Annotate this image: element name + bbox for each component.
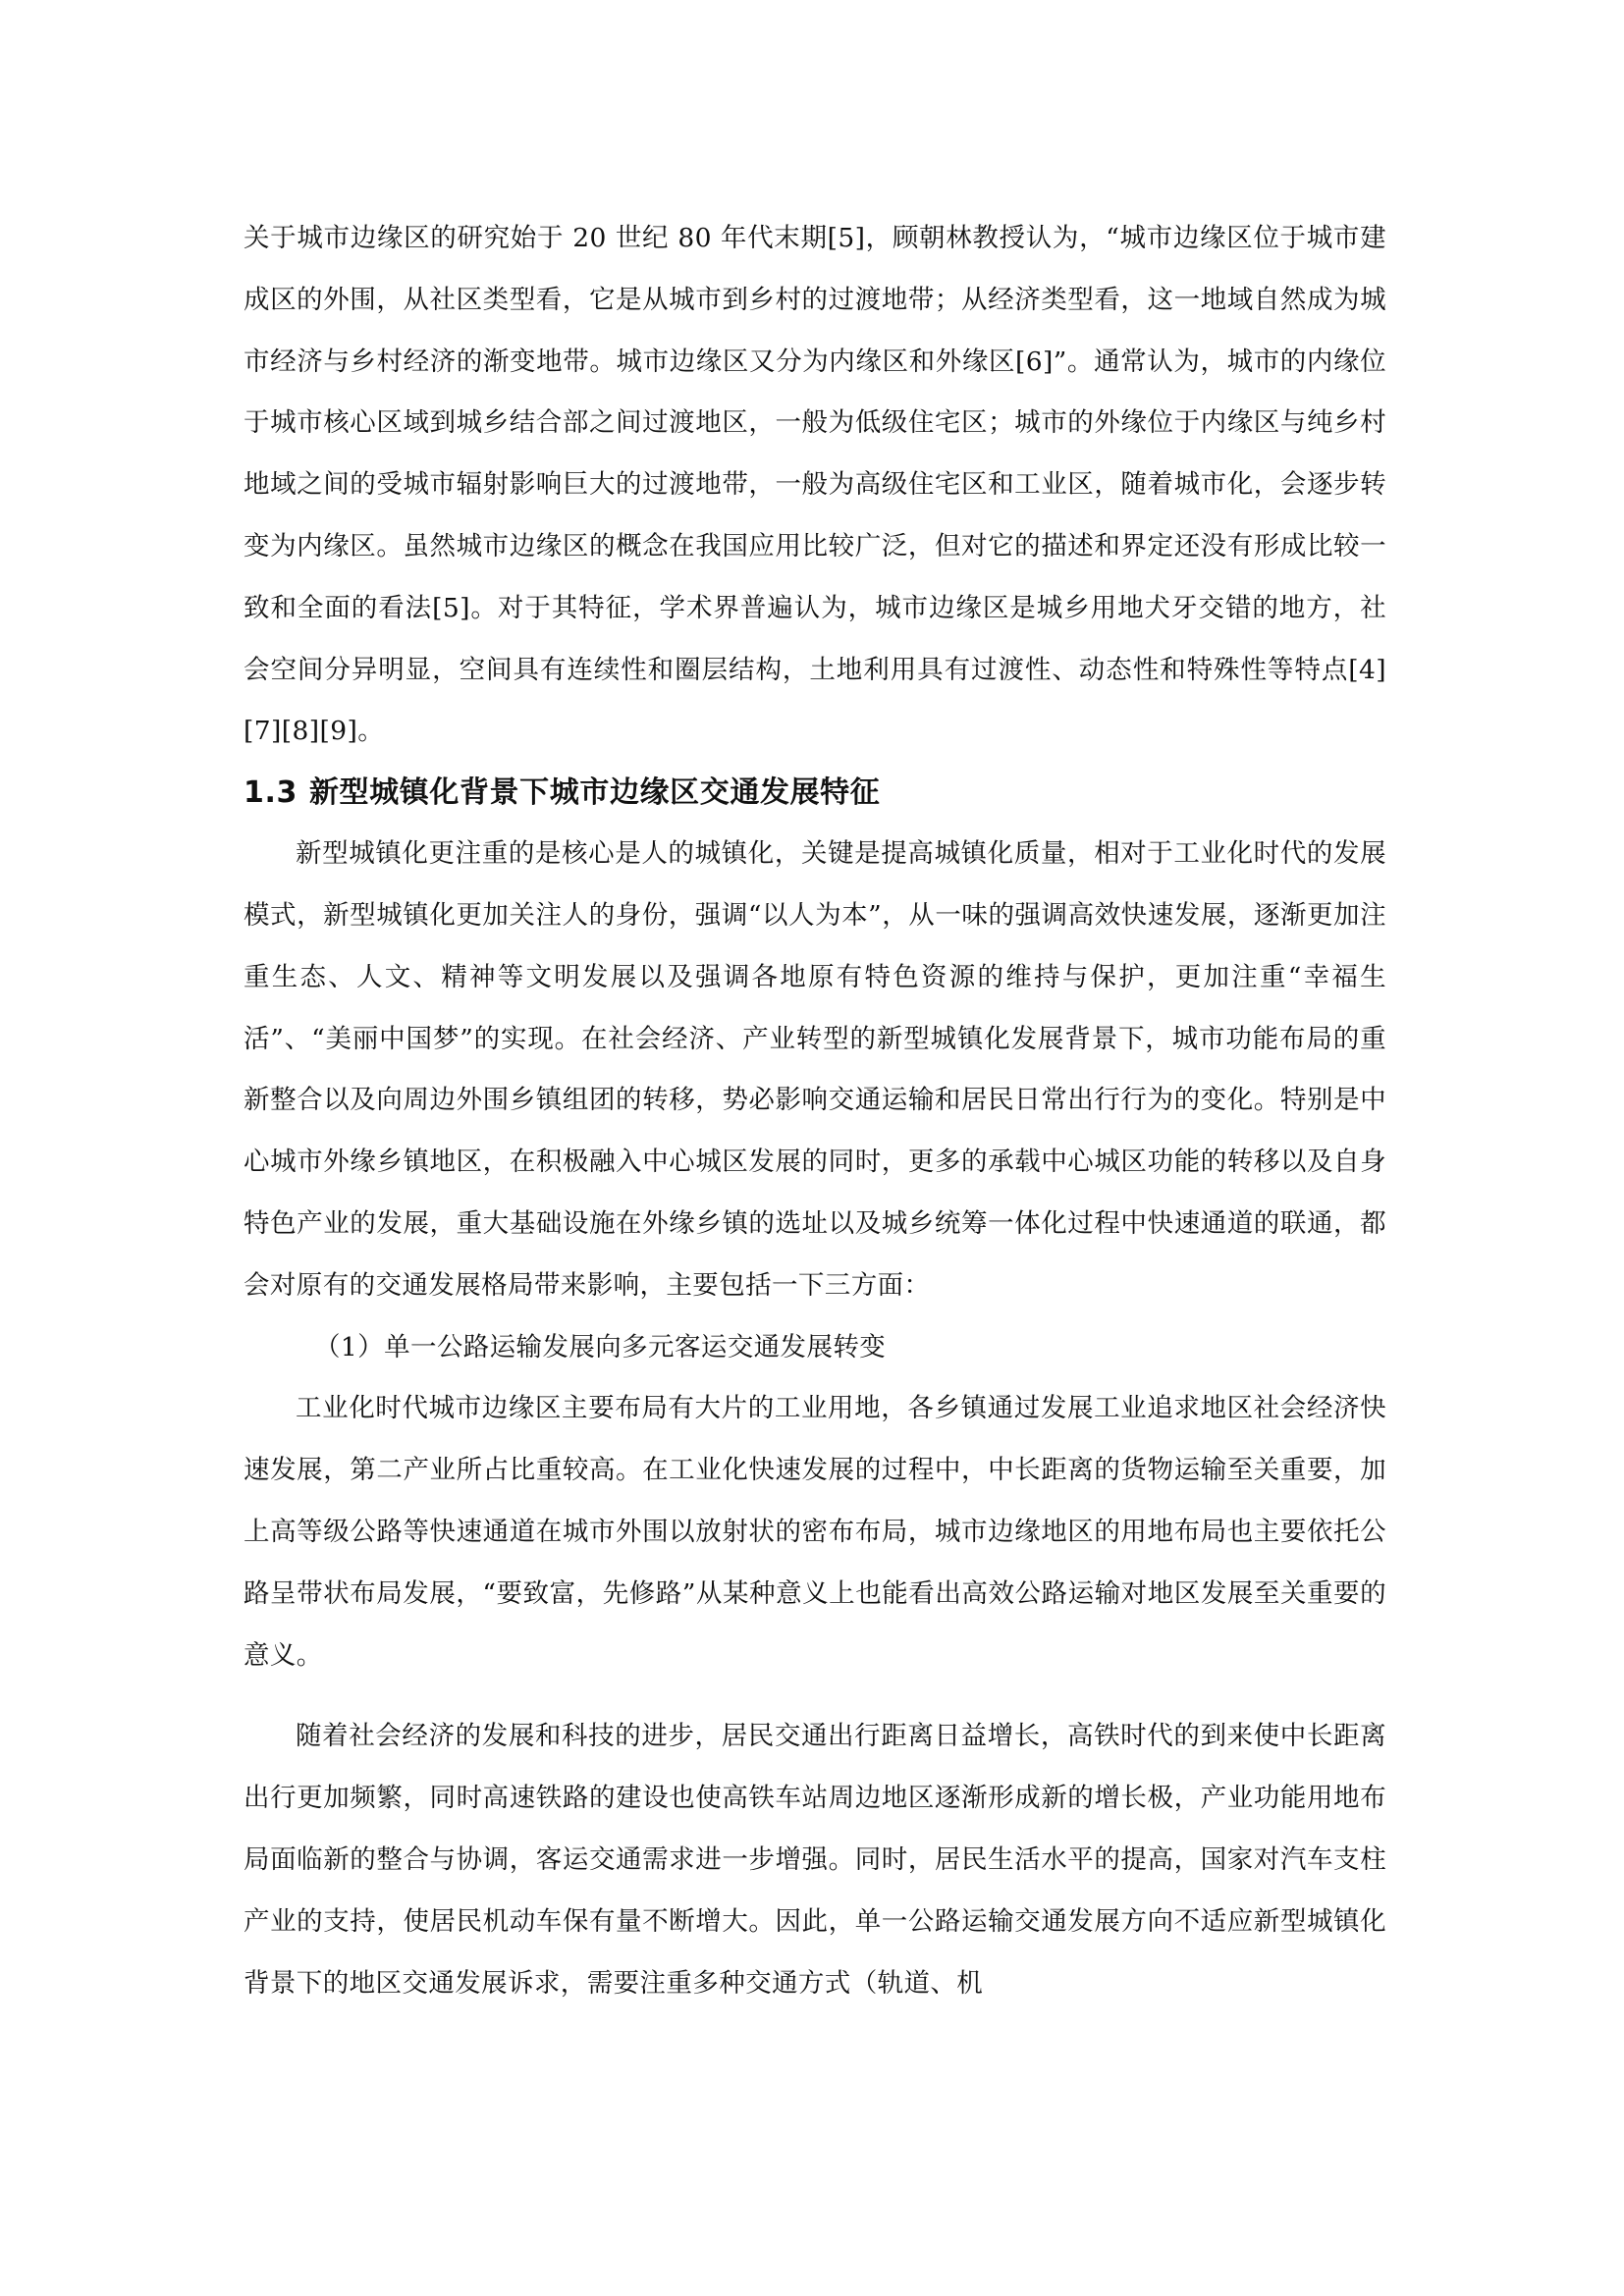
paragraph-new-urbanization: 新型城镇化更注重的是核心是人的城镇化，关键是提高城镇化质量，相对于工业化时代的发展模式，新型城镇化更加关注人的身份，强调“以人为本”，从一味的强调高效快速发展，逐渐更加注重生态、人文、精神等文明发展以及强调各地原有特色资源的维持与保护，更加注重“幸福生活”、“美丽中国梦”的实现。在社会经济、产业转型的新型城镇化发展背景下，城市功能布局的重新整合以及向周边外围乡镇组团的转移，势必影响交通运输和居民日常出行行为的变化。特别是中心城市外缘乡镇地区，在积极融入中心城区发展的同时，更多的承载中心城区功能的转移以及自身特色产业的发展，重大基础设施在外缘乡镇的选址以及城乡统筹一体化过程中快速通道的联通，都会对原有的交通发展格局带来影响，主要包括一下三方面： xyxy=(244,838,1386,1301)
paragraph-industrial-era: 工业化时代城市边缘区主要布局有大片的工业用地，各乡镇通过发展工业追求地区社会经济快速发展，第二产业所占比重较高。在工业化快速发展的过程中，中长距离的货物运输至关重要，加上高等级公路等快速通道在城市外围以放射状的密布布局，城市边缘地区的用地布局也主要依托公路呈带状布局发展，“要致富，先修路”从某种意义上也能看出高效公路运输对地区发展至关重要的意义。 xyxy=(244,1393,1386,1671)
list-item-1 xyxy=(244,1317,1386,1379)
list-item-text: 单一公路运输发展向多元客运交通发展转变 xyxy=(384,1331,887,1362)
list-item-label: （1） xyxy=(314,1331,385,1362)
page-body xyxy=(244,208,1386,2014)
paragraph-socioeconomic-development: 随着社会经济的发展和科技的进步，居民交通出行距离日益增长，高铁时代的到来使中长距离出行更加频繁，同时高速铁路的建设也使高铁车站周边地区逐渐形成新的增长极，产业功能用地布局面临新的整合与协调，客运交通需求进一步增强。同时，居民生活水平的提高，国家对汽车支柱产业的支持，使居民机动车保有量不断增大。因此，单一公路运输交通发展方向不适应新型城镇化背景下的地区交通发展诉求，需要注重多种交通方式（轨道、机 xyxy=(244,1721,1386,1999)
section-title: 新型城镇化背景下城市边缘区交通发展特征 xyxy=(308,775,881,811)
paragraph-spacer xyxy=(244,1686,1386,1706)
section-number: 1.3 xyxy=(244,775,298,811)
section-heading xyxy=(244,763,1386,824)
paragraph-urban-fringe-research: 关于城市边缘区的研究始于 20 世纪 80 年代末期[5]，顾朝林教授认为，“城市边缘区位于城市建成区的外围，从社区类型看，它是从城市到乡村的过渡地带；从经济类型看，这一地域自然成为城市经济与乡村经济的渐变地带。城市边缘区又分为内缘区和外缘区[6]”。通常认为，城市的内缘位于城市核心区域到城乡结合部之间过渡地区，一般为低级住宅区；城市的外缘位于内缘区与纯乡村地域之间的受城市辐射影响巨大的过渡地带，一般为高级住宅区和工业区，随着城市化，会逐步转变为内缘区。虽然城市边缘区的概念在我国应用比较广泛，但对它的描述和界定还没有形成比较一致和全面的看法[5]。对于其特征，学术界普遍认为，城市边缘区是城乡用地犬牙交错的地方，社会空间分异明显，空间具有连续性和圈层结构，土地利用具有过渡性、动态性和特殊性等特点[4][7][8][9]。 xyxy=(244,223,1386,747)
